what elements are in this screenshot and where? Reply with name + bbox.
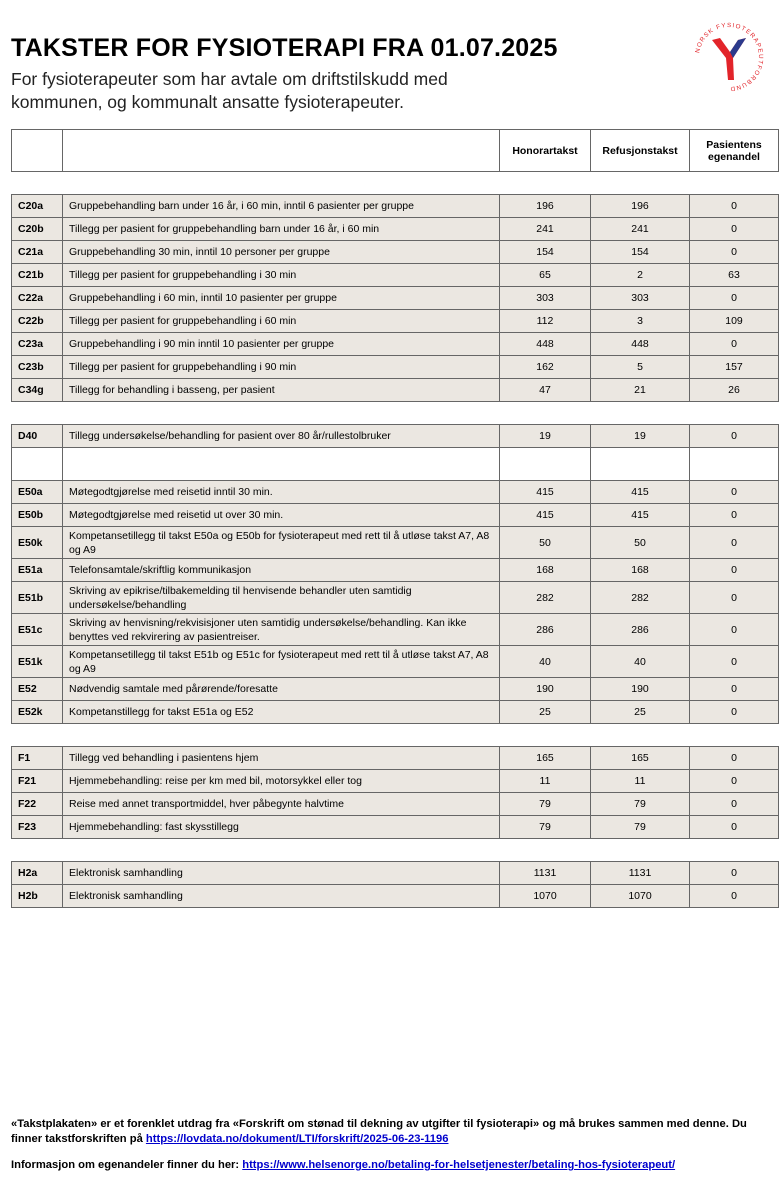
fee-code: E51k bbox=[12, 646, 63, 678]
egenandel-value: 0 bbox=[690, 816, 779, 839]
table-row bbox=[12, 481, 779, 504]
refusjonstakst-value: 25 bbox=[591, 701, 690, 724]
honorartakst-value: 19 bbox=[500, 425, 591, 448]
table-row bbox=[12, 614, 779, 646]
fee-code: C23a bbox=[12, 333, 63, 356]
honorartakst-value: 448 bbox=[500, 333, 591, 356]
fee-code: C22b bbox=[12, 310, 63, 333]
table-row bbox=[12, 333, 779, 356]
honorartakst-value: 415 bbox=[500, 504, 591, 527]
egenandel-value: 0 bbox=[690, 218, 779, 241]
egenandel-value: 63 bbox=[690, 264, 779, 287]
fee-description: Møtegodtgjørelse med reisetid ut over 30 min. bbox=[63, 504, 500, 527]
honorartakst-value: 282 bbox=[500, 582, 591, 614]
fee-description: Skriving av epikrise/tilbakemelding til henvisende behandler uten samtidig undersøkelse/behandling bbox=[63, 582, 500, 614]
refusjonstakst-value: 168 bbox=[591, 559, 690, 582]
egenandel-value: 0 bbox=[690, 425, 779, 448]
header-honorartakst: Honorartakst bbox=[500, 130, 591, 172]
table-row bbox=[12, 310, 779, 333]
refusjonstakst-value: 154 bbox=[591, 241, 690, 264]
fee-description: Skriving av henvisning/rekvisisjoner uten samtidig undersøkelse/behandling. Kan ikke benyttes ved rekvirering av pasientreiser. bbox=[63, 614, 500, 646]
fee-code: C21a bbox=[12, 241, 63, 264]
page-subtitle: For fysioterapeuter som har avtale om driftstilskudd med kommunen, og kommunalt ansatte fysioterapeuter. bbox=[11, 69, 448, 112]
honorartakst-value: 112 bbox=[500, 310, 591, 333]
fee-description: Gruppebehandling 30 min, inntil 10 personer per gruppe bbox=[63, 241, 500, 264]
refusjonstakst-value: 19 bbox=[591, 425, 690, 448]
table-row bbox=[12, 195, 779, 218]
fee-code: E50a bbox=[12, 481, 63, 504]
refusjonstakst-value: 190 bbox=[591, 678, 690, 701]
fee-code: E50k bbox=[12, 527, 63, 559]
fee-code: E51c bbox=[12, 614, 63, 646]
egenandel-value: 0 bbox=[690, 770, 779, 793]
fee-description: Hjemmebehandling: fast skysstillegg bbox=[63, 816, 500, 839]
honorartakst-value: 154 bbox=[500, 241, 591, 264]
header-egenandel: Pasientens egenandel bbox=[690, 130, 779, 172]
egenandel-value: 0 bbox=[690, 678, 779, 701]
honorartakst-value: 47 bbox=[500, 379, 591, 402]
egenandel-value: 0 bbox=[690, 527, 779, 559]
blank-row bbox=[12, 448, 779, 481]
fee-description: Nødvendig samtale med pårørende/foresatte bbox=[63, 678, 500, 701]
honorartakst-value: 162 bbox=[500, 356, 591, 379]
egenandel-value: 0 bbox=[690, 885, 779, 908]
fee-description: Tillegg per pasient for gruppebehandling i 30 min bbox=[63, 264, 500, 287]
refusjonstakst-value: 282 bbox=[591, 582, 690, 614]
fee-code: E51a bbox=[12, 559, 63, 582]
egenandel-value: 0 bbox=[690, 646, 779, 678]
egenandel-value: 0 bbox=[690, 287, 779, 310]
fee-code: E50b bbox=[12, 504, 63, 527]
fee-code: D40 bbox=[12, 425, 63, 448]
fee-code: E52 bbox=[12, 678, 63, 701]
table-row bbox=[12, 885, 779, 908]
fee-description: Tillegg undersøkelse/behandling for pasient over 80 år/rullestolbruker bbox=[63, 425, 500, 448]
refusjonstakst-value: 3 bbox=[591, 310, 690, 333]
egenandel-value: 0 bbox=[690, 504, 779, 527]
refusjonstakst-value: 286 bbox=[591, 614, 690, 646]
honorartakst-value: 415 bbox=[500, 481, 591, 504]
honorartakst-value: 165 bbox=[500, 747, 591, 770]
refusjonstakst-value: 21 bbox=[591, 379, 690, 402]
honorartakst-value: 79 bbox=[500, 793, 591, 816]
honorartakst-value: 241 bbox=[500, 218, 591, 241]
egenandel-value: 0 bbox=[690, 481, 779, 504]
table-row bbox=[12, 862, 779, 885]
fee-code: C20b bbox=[12, 218, 63, 241]
helsenorge-link[interactable]: https://www.helsenorge.no/betaling-for-helsetjenester/betaling-hos-fysioterapeut/ bbox=[242, 1159, 676, 1171]
refusjonstakst-value: 1070 bbox=[591, 885, 690, 908]
table-row bbox=[12, 747, 779, 770]
fee-description: Hjemmebehandling: reise per km med bil, motorsykkel eller tog bbox=[63, 770, 500, 793]
table-row bbox=[12, 559, 779, 582]
honorartakst-value: 50 bbox=[500, 527, 591, 559]
honorartakst-value: 65 bbox=[500, 264, 591, 287]
honorartakst-value: 11 bbox=[500, 770, 591, 793]
egenandel-value: 0 bbox=[690, 793, 779, 816]
table-row bbox=[12, 678, 779, 701]
honorartakst-value: 168 bbox=[500, 559, 591, 582]
footer-note-text: «Takstplakaten» er et forenklet utdrag fra «Forskrift om stønad til dekning av utgifter til fysioterapi» og må brukes sammen med denne. Du finner takstforskriften på bbox=[11, 1118, 747, 1145]
refusjonstakst-value: 165 bbox=[591, 747, 690, 770]
group-spacer bbox=[12, 724, 779, 747]
refusjonstakst-value: 11 bbox=[591, 770, 690, 793]
header-refusjonstakst: Refusjonstakst bbox=[591, 130, 690, 172]
page-title: TAKSTER FOR FYSIOTERAPI FRA 01.07.2025 bbox=[11, 34, 558, 62]
svg-text:NORSK FYSIOTERAPEUTFORBUND: NORSK FYSIOTERAPEUTFORBUND bbox=[694, 21, 765, 93]
egenandel-value: 0 bbox=[690, 559, 779, 582]
honorartakst-value: 286 bbox=[500, 614, 591, 646]
refusjonstakst-value: 40 bbox=[591, 646, 690, 678]
table-header-row bbox=[12, 130, 779, 172]
egenandel-value: 0 bbox=[690, 614, 779, 646]
fee-code: F22 bbox=[12, 793, 63, 816]
fee-description: Møtegodtgjørelse med reisetid inntil 30 min. bbox=[63, 481, 500, 504]
fee-code: C20a bbox=[12, 195, 63, 218]
honorartakst-value: 190 bbox=[500, 678, 591, 701]
fee-description: Gruppebehandling barn under 16 år, i 60 min, inntil 6 pasienter per gruppe bbox=[63, 195, 500, 218]
refusjonstakst-value: 79 bbox=[591, 816, 690, 839]
table-row bbox=[12, 646, 779, 678]
refusjonstakst-value: 303 bbox=[591, 287, 690, 310]
fee-code: H2a bbox=[12, 862, 63, 885]
fee-description: Kompetansetillegg til takst E50a og E50b for fysioterapeut med rett til å utløse takst A7, A8 og A9 bbox=[63, 527, 500, 559]
fee-code: E51b bbox=[12, 582, 63, 614]
egenandel-value: 0 bbox=[690, 333, 779, 356]
table-row bbox=[12, 701, 779, 724]
egenandel-value: 0 bbox=[690, 747, 779, 770]
fee-description: Kompetansetillegg til takst E51b og E51c for fysioterapeut med rett til å utløse takst A7, A8 og A9 bbox=[63, 646, 500, 678]
refusjonstakst-value: 196 bbox=[591, 195, 690, 218]
table-row bbox=[12, 379, 779, 402]
fee-description: Elektronisk samhandling bbox=[63, 885, 500, 908]
fee-code: F1 bbox=[12, 747, 63, 770]
honorartakst-value: 303 bbox=[500, 287, 591, 310]
egenandel-value: 0 bbox=[690, 701, 779, 724]
egenandel-value: 0 bbox=[690, 195, 779, 218]
refusjonstakst-value: 448 bbox=[591, 333, 690, 356]
table-row bbox=[12, 425, 779, 448]
refusjonstakst-value: 5 bbox=[591, 356, 690, 379]
fee-description: Tillegg per pasient for gruppebehandling i 60 min bbox=[63, 310, 500, 333]
table-row bbox=[12, 504, 779, 527]
fee-description: Gruppebehandling i 90 min inntil 10 pasienter per gruppe bbox=[63, 333, 500, 356]
table-row bbox=[12, 218, 779, 241]
fee-code: F21 bbox=[12, 770, 63, 793]
table-row bbox=[12, 264, 779, 287]
table-row bbox=[12, 287, 779, 310]
egenandel-value: 0 bbox=[690, 241, 779, 264]
refusjonstakst-value: 241 bbox=[591, 218, 690, 241]
refusjonstakst-value: 2 bbox=[591, 264, 690, 287]
fee-description: Elektronisk samhandling bbox=[63, 862, 500, 885]
fee-description: Tillegg ved behandling i pasientens hjem bbox=[63, 747, 500, 770]
table-row bbox=[12, 356, 779, 379]
table-row bbox=[12, 582, 779, 614]
fee-description: Tillegg for behandling i basseng, per pasient bbox=[63, 379, 500, 402]
group-spacer bbox=[12, 172, 779, 195]
fee-table bbox=[11, 129, 779, 908]
fee-code: C22a bbox=[12, 287, 63, 310]
fee-code: H2b bbox=[12, 885, 63, 908]
honorartakst-value: 25 bbox=[500, 701, 591, 724]
table-row bbox=[12, 770, 779, 793]
table-row bbox=[12, 816, 779, 839]
refusjonstakst-value: 415 bbox=[591, 481, 690, 504]
egenandel-value: 0 bbox=[690, 582, 779, 614]
egenandel-value: 0 bbox=[690, 862, 779, 885]
fee-description: Gruppebehandling i 60 min, inntil 10 pasienter per gruppe bbox=[63, 287, 500, 310]
fee-description: Tillegg per pasient for gruppebehandling i 90 min bbox=[63, 356, 500, 379]
honorartakst-value: 196 bbox=[500, 195, 591, 218]
group-spacer bbox=[12, 839, 779, 862]
fee-description: Kompetanstillegg for takst E51a og E52 bbox=[63, 701, 500, 724]
footer-info-text: Informasjon om egenandeler finner du her: bbox=[11, 1159, 243, 1171]
honorartakst-value: 40 bbox=[500, 646, 591, 678]
fee-code: F23 bbox=[12, 816, 63, 839]
honorartakst-value: 1131 bbox=[500, 862, 591, 885]
refusjonstakst-value: 50 bbox=[591, 527, 690, 559]
table-row bbox=[12, 793, 779, 816]
norsk-fysioterapeutforbund-logo bbox=[690, 18, 768, 96]
egenandel-value: 109 bbox=[690, 310, 779, 333]
fee-description: Reise med annet transportmiddel, hver påbegynte halvtime bbox=[63, 793, 500, 816]
honorartakst-value: 79 bbox=[500, 816, 591, 839]
header-description bbox=[63, 130, 500, 172]
fee-code: C21b bbox=[12, 264, 63, 287]
egenandel-value: 26 bbox=[690, 379, 779, 402]
refusjonstakst-value: 79 bbox=[591, 793, 690, 816]
refusjonstakst-value: 415 bbox=[591, 504, 690, 527]
lovdata-link[interactable]: https://lovdata.no/dokument/LTI/forskrift/2025-06-23-1196 bbox=[145, 1133, 449, 1145]
table-row bbox=[12, 527, 779, 559]
footer-info bbox=[11, 1158, 771, 1173]
honorartakst-value: 1070 bbox=[500, 885, 591, 908]
footer-note bbox=[11, 1117, 771, 1147]
fee-description: Tillegg per pasient for gruppebehandling barn under 16 år, i 60 min bbox=[63, 218, 500, 241]
fee-code: C23b bbox=[12, 356, 63, 379]
table-row bbox=[12, 241, 779, 264]
group-spacer bbox=[12, 402, 779, 425]
header-code bbox=[12, 130, 63, 172]
refusjonstakst-value: 1131 bbox=[591, 862, 690, 885]
fee-code: C34g bbox=[12, 379, 63, 402]
egenandel-value: 157 bbox=[690, 356, 779, 379]
fee-description: Telefonsamtale/skriftlig kommunikasjon bbox=[63, 559, 500, 582]
fee-code: E52k bbox=[12, 701, 63, 724]
